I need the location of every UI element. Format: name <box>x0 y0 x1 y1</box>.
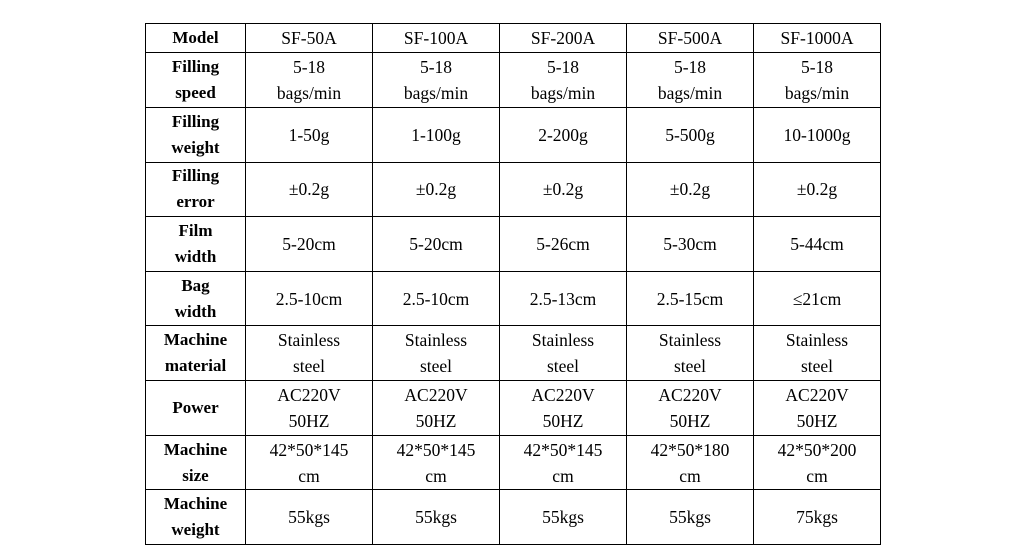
table-row <box>146 381 881 436</box>
table-row <box>146 217 881 272</box>
table-cell: Stainless steel <box>500 326 627 381</box>
table-cell: ±0.2g <box>754 162 881 217</box>
table-cell: 55kgs <box>373 490 500 545</box>
table-cell: 2.5-15cm <box>627 271 754 326</box>
table-cell: 42*50*145 cm <box>500 435 627 490</box>
table-cell: 5-18 bags/min <box>246 53 373 108</box>
spec-table <box>145 23 881 545</box>
table-cell: ±0.2g <box>500 162 627 217</box>
table-cell: 5-20cm <box>246 217 373 272</box>
table-cell: AC220V 50HZ <box>246 381 373 436</box>
table-cell: AC220V 50HZ <box>500 381 627 436</box>
header-row <box>146 24 881 53</box>
table-cell: 42*50*145 cm <box>246 435 373 490</box>
row-label: Filling error <box>146 162 246 217</box>
table-cell: ±0.2g <box>373 162 500 217</box>
table-cell: 5-44cm <box>754 217 881 272</box>
table-cell: 42*50*200 cm <box>754 435 881 490</box>
table-row <box>146 107 881 162</box>
row-label: Filling weight <box>146 107 246 162</box>
table-cell: 5-26cm <box>500 217 627 272</box>
table-cell: 55kgs <box>246 490 373 545</box>
table-cell: ±0.2g <box>246 162 373 217</box>
row-label: Filling speed <box>146 53 246 108</box>
table-cell: 1-50g <box>246 107 373 162</box>
table-row <box>146 162 881 217</box>
row-label: Machine material <box>146 326 246 381</box>
table-cell: 1-100g <box>373 107 500 162</box>
table-cell: 2.5-13cm <box>500 271 627 326</box>
table-cell: ±0.2g <box>627 162 754 217</box>
table-row <box>146 326 881 381</box>
table-cell: 75kgs <box>754 490 881 545</box>
table-cell: Stainless steel <box>373 326 500 381</box>
model-header-cell: SF-500A <box>627 24 754 53</box>
table-cell: ≤21cm <box>754 271 881 326</box>
table-cell: 5-500g <box>627 107 754 162</box>
table-row <box>146 53 881 108</box>
model-header-cell: SF-50A <box>246 24 373 53</box>
table-cell: 5-18 bags/min <box>373 53 500 108</box>
row-label: Machine size <box>146 435 246 490</box>
table-cell: Stainless steel <box>627 326 754 381</box>
table-cell: 5-20cm <box>373 217 500 272</box>
table-cell: AC220V 50HZ <box>754 381 881 436</box>
table-cell: Stainless steel <box>246 326 373 381</box>
table-cell: 5-18 bags/min <box>627 53 754 108</box>
row-label: Bag width <box>146 271 246 326</box>
table-cell: 10-1000g <box>754 107 881 162</box>
table-cell: 2-200g <box>500 107 627 162</box>
table-cell: 5-30cm <box>627 217 754 272</box>
row-label: Power <box>146 381 246 436</box>
table-cell: 2.5-10cm <box>246 271 373 326</box>
row-label: Machine weight <box>146 490 246 545</box>
table-cell: AC220V 50HZ <box>627 381 754 436</box>
table-cell: 42*50*180 cm <box>627 435 754 490</box>
table-row <box>146 435 881 490</box>
table-cell: AC220V 50HZ <box>373 381 500 436</box>
table-cell: 42*50*145 cm <box>373 435 500 490</box>
model-header-cell: SF-1000A <box>754 24 881 53</box>
row-label: Film width <box>146 217 246 272</box>
table-row <box>146 490 881 545</box>
table-cell: 5-18 bags/min <box>500 53 627 108</box>
table-cell: Stainless steel <box>754 326 881 381</box>
table-cell: 55kgs <box>500 490 627 545</box>
model-header-cell: SF-100A <box>373 24 500 53</box>
row-label: Model <box>146 24 246 53</box>
table-cell: 5-18 bags/min <box>754 53 881 108</box>
table-row <box>146 271 881 326</box>
model-header-cell: SF-200A <box>500 24 627 53</box>
table-cell: 2.5-10cm <box>373 271 500 326</box>
table-cell: 55kgs <box>627 490 754 545</box>
